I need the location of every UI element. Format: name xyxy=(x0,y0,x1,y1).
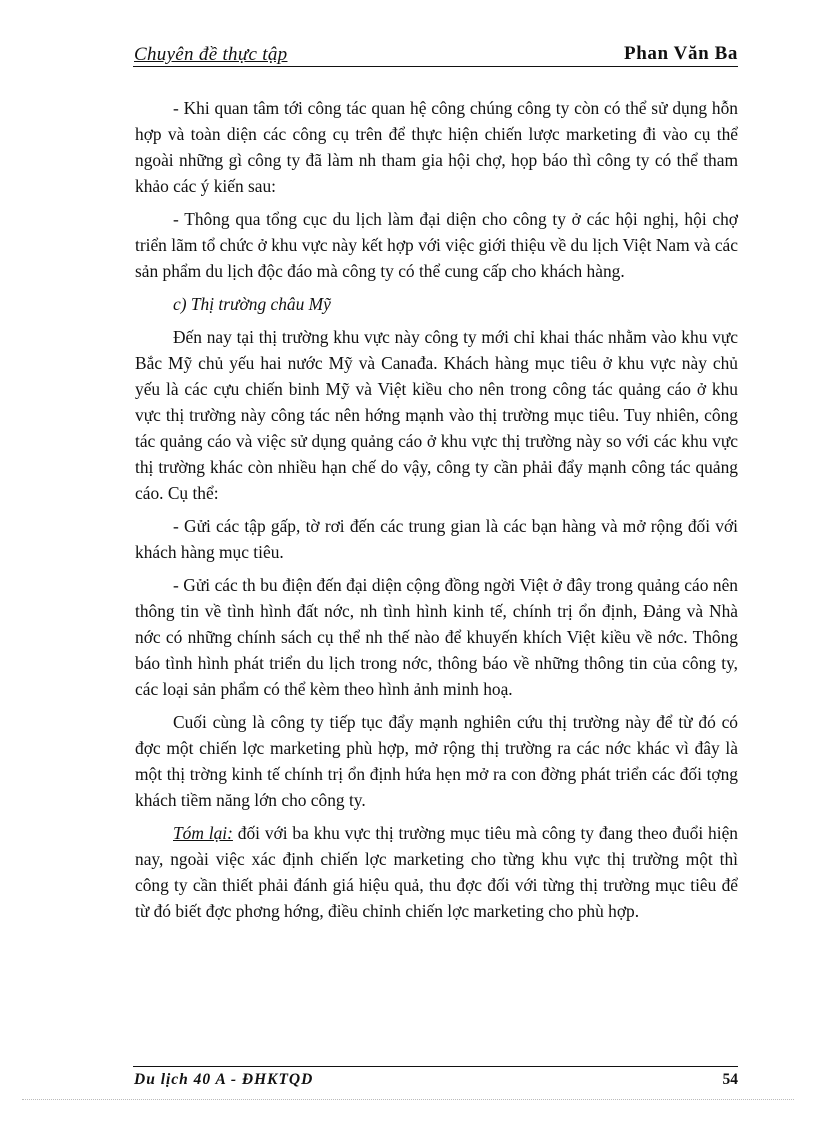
paragraph-6: Cuối cùng là công ty tiếp tục đẩy mạnh nghiên cứu thị trường này để từ đó có đợc một chiến lợc marketing phù hợp, mở rộng thị trường ra các nớc khác vì đây là một thị trờng kinh tế chính trị ổn định hứa hẹn mở ra con đờng phát triển các đối tợng khách tiềm năng lớn cho công ty. xyxy=(135,712,738,810)
paragraph-5: - Gửi các th bu điện đến đại diện cộng đồng ngời Việt ở đây trong quảng cáo nên thông tin về tình hình đất nớc, nh tình hình kinh tế, chính trị ổn định, Đảng và Nhà nớc có những chính sách cụ thể nh thế nào để khuyến khích Việt kiều về nớc. Thông báo tình hình phát triển du lịch trong nớc, thông báo về những thông tin của công ty, các loại sản phẩm có thể kèm theo hình ảnh minh hoạ. xyxy=(135,575,738,699)
header-rule xyxy=(133,66,738,67)
footer-class-label: Du lịch 40 A - ĐHKTQD xyxy=(134,1071,314,1088)
paragraph-2: - Thông qua tổng cục du lịch làm đại diện cho công ty ở các hội nghị, hội chợ triển lãm tổ chức ở khu vực này kết hợp với việc giới thiệu về du lịch Việt Nam và các sản phẩm du lịch độc đáo mà công ty có thể cung cấp cho khách hàng. xyxy=(135,209,738,281)
footer-rule xyxy=(133,1066,738,1067)
paragraph-1: - Khi quan tâm tới công tác quan hệ công chúng công ty còn có thể sử dụng hỗn hợp và toàn diện các công cụ trên để thực hiện chiến lược marketing đi vào cụ thể ngoài những gì công ty đã làm nh tham gia hội chợ, họp báo thì công ty có thể tham khảo các ý kiến sau: xyxy=(135,98,738,196)
page-bottom-dotted-border xyxy=(22,1099,794,1100)
page-number: 54 xyxy=(722,1071,738,1088)
paragraph-3: Đến nay tại thị trường khu vực này công ty mới chỉ khai thác nhằm vào khu vực Bắc Mỹ chủ yếu hai nước Mỹ và Canađa. Khách hàng mục tiêu ở khu vực này chủ yếu là các cựu chiến binh Mỹ và Việt kiều cho nên trong công tác quảng cáo ở khu vực thị trường này công tác nên hớng mạnh vào thị trường mục tiêu. Tuy nhiên, công tác quảng cáo và việc sử dụng quảng cáo ở khu vực thị trường này so với các khu vực thị trường khác còn nhiều hạn chế do vậy, công ty cần phải đẩy mạnh công tác quảng cáo. Cụ thể: xyxy=(135,327,738,503)
header-author: Phan Văn Ba xyxy=(624,43,738,64)
section-subheading: c) Thị trường châu Mỹ xyxy=(173,294,331,314)
summary-text: đối với ba khu vực thị trường mục tiêu mà công ty đang theo đuổi hiện nay, ngoài việc xác định chiến lợc marketing cho từng khu vực thị trường một thì công ty cần thiết phải đánh giá hiệu quả, thu đợc đối với từng thị trường mục tiêu để từ đó biết đợc phơng hớng, điều chỉnh chiến lợc marketing cho phù hợp. xyxy=(135,823,738,921)
body-text xyxy=(135,95,738,931)
paragraph-7 xyxy=(135,820,738,924)
summary-label: Tóm lại: xyxy=(173,823,233,843)
header-left-title: Chuyên đề thực tập xyxy=(134,44,288,65)
paragraph-4: - Gửi các tập gấp, tờ rơi đến các trung gian là các bạn hàng và mở rộng đối với khách hàng mục tiêu. xyxy=(135,516,738,562)
